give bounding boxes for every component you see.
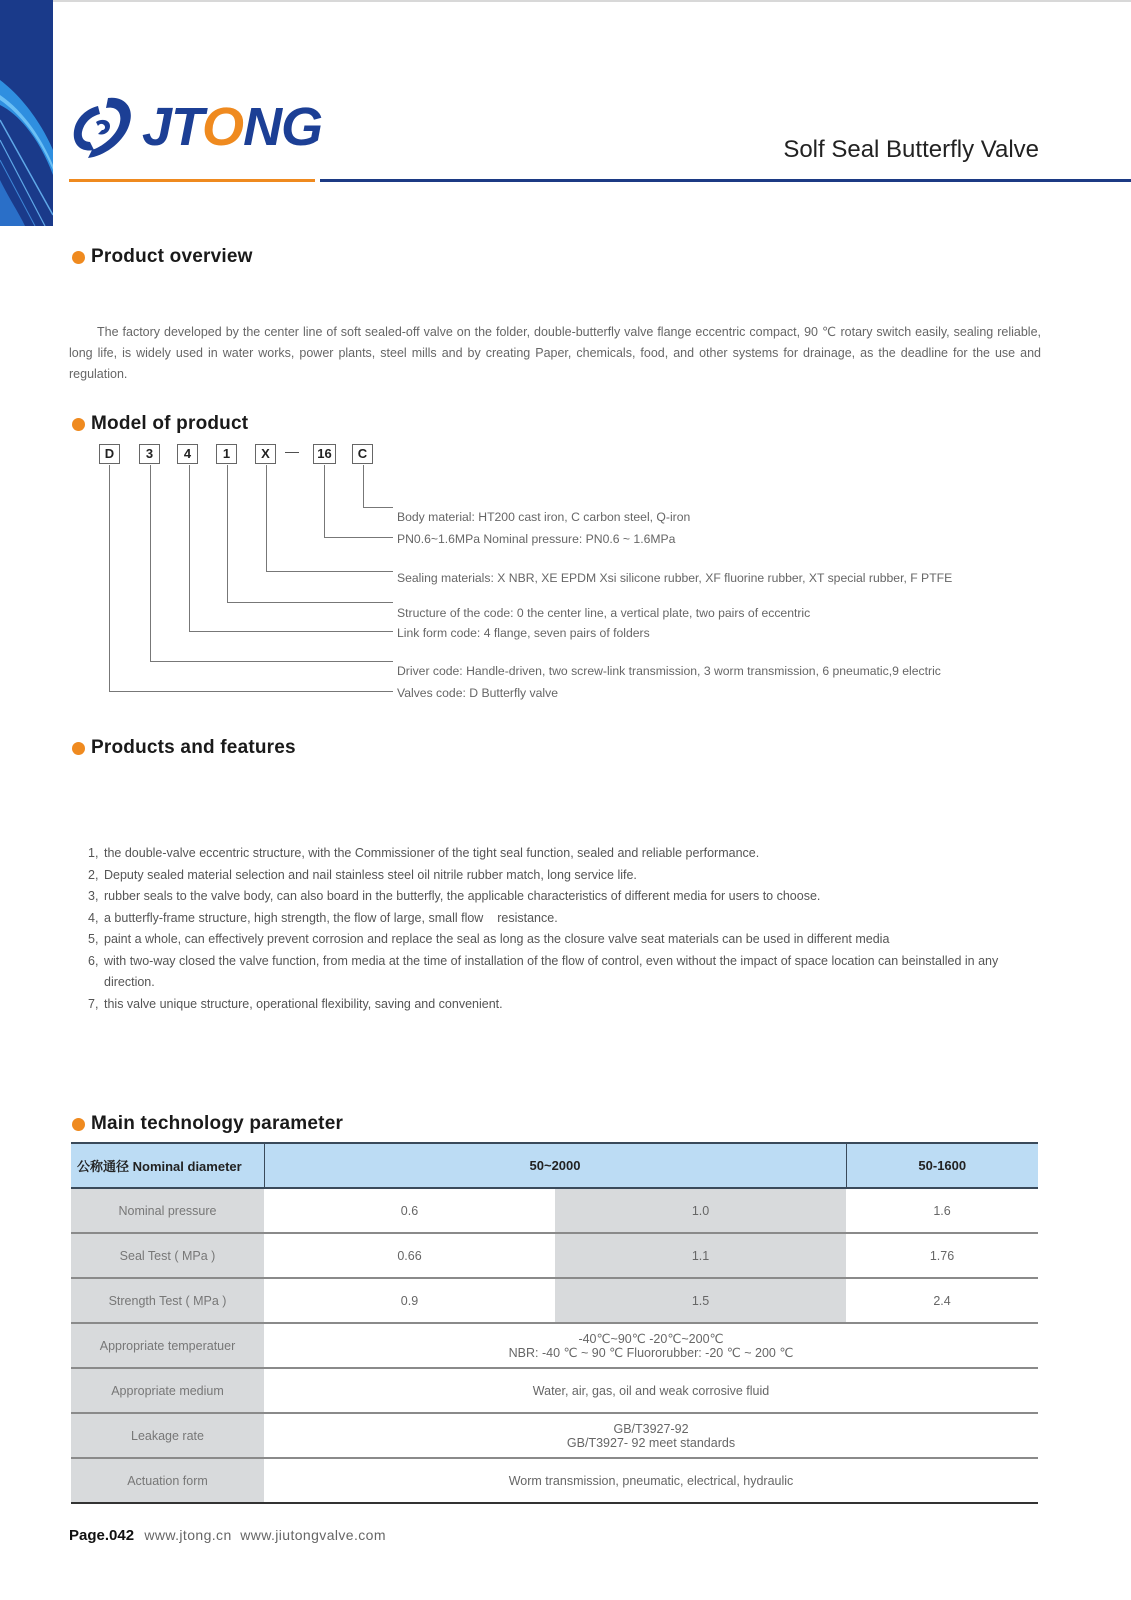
row-label: Nominal pressure [71,1188,264,1233]
brand-logo [68,92,322,162]
code-desc-pressure: PN0.6~1.6MPa Nominal pressure: PN0.6 ~ 1.6MPa [397,532,676,546]
section-heading-overview [72,246,253,268]
code-box-sealing: X [255,444,276,464]
cell-value: 1.5 [555,1278,846,1323]
code-box-valve: D [99,444,120,464]
code-desc-valves: Valves code: D Butterfly valve [397,686,558,700]
section-heading-params [72,1113,343,1135]
parameter-table [71,1142,1038,1504]
footer-links[interactable]: www.jtong.cn www.jiutongvalve.com [144,1527,386,1543]
bullet-dot-icon [72,1118,85,1131]
code-desc-driver: Driver code: Handle-driven, two screw-link transmission, 3 worm transmission, 6 pneumatic,9 electric [397,664,941,678]
table-row [71,1278,1038,1323]
code-desc-structure: Structure of the code: 0 the center line, a vertical plate, two pairs of eccentric [397,606,811,620]
list-item: 1, the double-valve eccentric structure, with the Commissioner of the tight seal function, sealed and reliable performance. [88,846,760,860]
table-row [71,1233,1038,1278]
code-desc-sealing: Sealing materials: X NBR, XE EPDM Xsi silicone rubber, XF fluorine rubber, XT special rubber, F PTFE [397,571,953,585]
table-row [71,1458,1038,1503]
code-box-body: C [352,444,373,464]
code-desc-body-material: Body material: HT200 cast iron, C carbon steel, Q-iron [397,510,691,524]
row-label: Actuation form [71,1458,264,1503]
header-nominal-diameter: 公称通径 Nominal diameter [71,1143,264,1188]
cell-value: 1.76 [846,1233,1038,1278]
wave-stripes-icon [0,0,53,226]
cell-line: NBR: -40 ℃ ~ 90 ℃ Fluororubber: -20 ℃ ~ 200 ℃ [508,1345,794,1360]
cell-value: 2.4 [846,1278,1038,1323]
cell-value: 1.1 [555,1233,846,1278]
bullet-dot-icon [72,742,85,755]
section-heading-model [72,413,248,435]
list-item: 7, this valve unique structure, operational flexibility, saving and convenient. [88,996,503,1011]
section-heading-features [72,737,296,759]
table-header-row [71,1143,1038,1188]
cell-leakage [264,1413,1038,1458]
code-box-pressure: 16 [313,444,336,464]
table-row [71,1323,1038,1368]
table-row [71,1413,1038,1458]
cell-value: 0.6 [264,1188,555,1233]
row-label: Seal Test ( MPa ) [71,1233,264,1278]
code-dash: — [285,443,299,459]
bullet-dot-icon [72,418,85,431]
bullet-dot-icon [72,251,85,264]
cell-value: 1.6 [846,1188,1038,1233]
cell-line: GB/T3927- 92 meet standards [566,1435,736,1450]
document-title: Solf Seal Butterfly Valve [783,136,1039,163]
row-label: Appropriate medium [71,1368,264,1413]
brand-wordmark: JTONG [142,97,323,157]
code-box-structure: 1 [216,444,237,464]
section-heading-text: Model of product [91,413,249,434]
header-range-1: 50~2000 [264,1143,846,1188]
page-number: Page.042 [69,1527,135,1544]
code-box-link: 4 [177,444,198,464]
header-range-2: 50-1600 [846,1143,1038,1188]
list-item: 3, rubber seals to the valve body, can also board in the butterfly, the applicable characteristics of different media for users to choose. [88,889,821,903]
section-heading-text: Products and features [91,737,296,758]
cell-line: -40℃~90℃ -20℃~200℃ [578,1331,724,1346]
cell-actuation: Worm transmission, pneumatic, electrical, hydraulic [264,1458,1038,1503]
page-footer [69,1527,386,1544]
corner-decoration [0,0,53,226]
code-desc-link-form: Link form code: 4 flange, seven pairs of folders [397,626,650,640]
table-row [71,1368,1038,1413]
features-list [88,843,1048,1015]
list-item: 2, Deputy sealed material selection and nail stainless steel oil nitrile rubber match, long service life. [88,867,637,882]
list-item: 5, paint a whole, can effectively prevent corrosion and replace the seal as long as the closure valve seat materials can be used in different media [88,932,890,946]
row-label: Appropriate temperatuer [71,1323,264,1368]
header-rule-blue [320,179,1131,182]
row-label: Strength Test ( MPa ) [71,1278,264,1323]
cell-line: GB/T3927-92 [613,1421,689,1436]
cell-medium: Water, air, gas, oil and weak corrosive fluid [264,1368,1038,1413]
swirl-logo-icon [68,92,136,162]
list-item: 6, with two-way closed the valve function, from media at the time of installation of the flow of control, even without the impact of space location can beinstalled in any direction. [88,953,999,989]
list-item: 4, a butterfly-frame structure, high strength, the flow of large, small flow resistance. [88,910,558,925]
section-heading-text: Product overview [91,246,253,267]
row-label: Leakage rate [71,1413,264,1458]
code-box-driver: 3 [139,444,160,464]
cell-value: 0.9 [264,1278,555,1323]
section-heading-text: Main technology parameter [91,1113,344,1134]
cell-value: 0.66 [264,1233,555,1278]
top-rule [53,0,1131,2]
table-row [71,1188,1038,1233]
overview-paragraph: The factory developed by the center line of soft sealed-off valve on the folder, double-butterfly valve flange eccentric compact, 90 ℃ rotary switch easily, sealing reliable, long life, is widely used in water works, power plants, steel mills and by creating Paper, chemicals, food, and other systems for drainage, as the deadline for the use and regulation. [69,325,1041,381]
cell-temperature [264,1323,1038,1368]
cell-value: 1.0 [555,1188,846,1233]
header-rule-orange [69,179,315,182]
